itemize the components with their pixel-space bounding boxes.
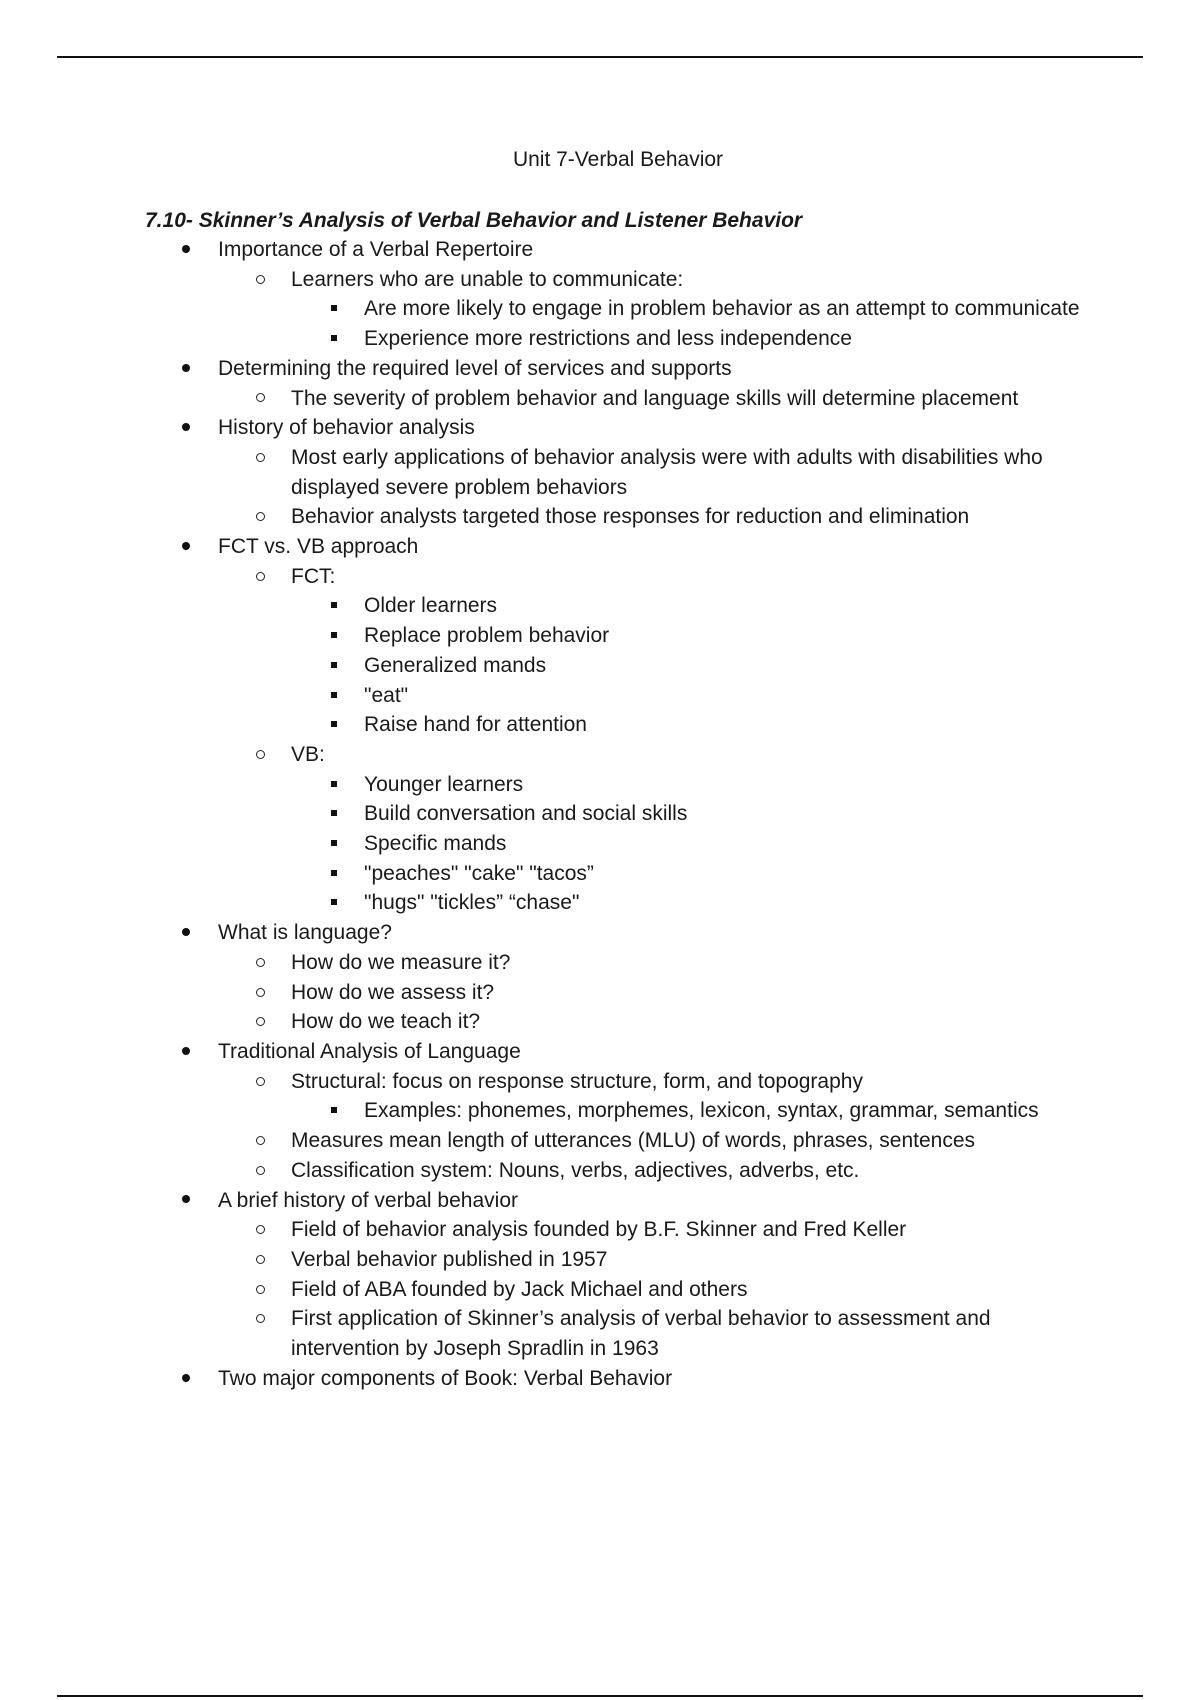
list-item-text: Determining the required level of services and supports [218, 356, 732, 380]
list-item-level-3 [0, 591, 1084, 621]
list-item-level-2 [0, 502, 1071, 532]
bullet-square-icon [324, 621, 344, 651]
list-item-text: Importance of a Verbal Repertoire [218, 238, 534, 261]
list-item-level-3 [0, 621, 1084, 651]
list-item-level-3 [0, 888, 1084, 918]
section-heading: 7.10- Skinner’s Analysis of Verbal Behavior and Listener Behavior [145, 209, 803, 232]
list-item-level-3 [0, 651, 1084, 681]
list-item-text: How do we teach it? [291, 1010, 481, 1034]
bullet-circle-icon [250, 978, 270, 1008]
list-item-text: Verbal behavior published in 1957 [291, 1247, 608, 1271]
list-item-text: FCT: [291, 564, 336, 588]
list-item-level-2 [0, 1156, 1071, 1186]
list-item-text: Examples: phonemes, morphemes, lexicon, syntax, grammar, semantics [364, 1099, 1039, 1123]
list-item-text: "hugs" "tickles” “chase" [364, 891, 580, 915]
list-item-text: History of behavior analysis [218, 416, 475, 440]
list-item-level-1 [0, 413, 1078, 443]
list-item-text: Younger learners [364, 772, 524, 796]
bullet-circle-icon [250, 740, 270, 770]
list-item-level-2 [0, 1215, 1071, 1245]
bullet-circle-icon [250, 384, 270, 414]
list-item-level-2 [0, 1126, 1071, 1156]
bullet-circle-icon [250, 1156, 270, 1186]
list-item-level-3 [0, 829, 1084, 859]
list-item-text: Specific mands [364, 832, 507, 856]
list-item-level-3 [0, 770, 1084, 800]
bullet-square-icon [324, 710, 344, 740]
list-item-text: Raise hand for attention [364, 713, 587, 737]
list-item-level-1 [0, 1364, 1078, 1394]
document-title: Unit 7-Verbal Behavior [512, 148, 724, 171]
bullet-square-icon [324, 799, 344, 829]
list-item-text: "peaches" "cake" "tacos” [364, 861, 594, 885]
bullet-circle-icon [250, 1126, 270, 1156]
bullet-circle-icon [250, 443, 270, 473]
list-item-level-2 [0, 384, 1071, 414]
list-item-level-2 [0, 1245, 1071, 1275]
bullet-circle-icon [250, 1067, 270, 1097]
list-item-text: Are more likely to engage in problem behavior as an attempt to communicate [364, 297, 1080, 321]
list-item-text: Field of behavior analysis founded by B.F. Skinner and Fred Keller [291, 1218, 907, 1242]
bullet-disc-icon [176, 235, 196, 265]
list-item-text: VB: [291, 742, 325, 766]
list-item-text: "eat" [364, 683, 409, 707]
bullet-square-icon [324, 294, 344, 324]
bullet-square-icon [324, 859, 344, 889]
list-item-level-1 [0, 532, 1078, 562]
outline-list [0, 235, 1084, 1393]
list-item-level-2 [0, 1067, 1071, 1097]
list-item-text: Older learners [364, 594, 498, 618]
list-item-text: How do we assess it? [291, 980, 495, 1004]
list-item-level-2 [0, 1275, 1071, 1305]
bullet-disc-icon [176, 413, 196, 443]
bullet-square-icon [324, 888, 344, 918]
list-item-text: Measures mean length of utterances (MLU) of words, phrases, sentences [291, 1129, 975, 1153]
list-item-text: Most early applications of behavior analysis were with adults with disabilities who displayed severe problem behaviors [291, 445, 1043, 499]
list-item-text: Replace problem behavior [364, 624, 610, 648]
bullet-circle-icon [250, 1007, 270, 1037]
list-item-text: Structural: focus on response structure, form, and topography [291, 1069, 863, 1093]
list-item-level-3 [0, 859, 1084, 889]
header-rule [57, 56, 1143, 58]
bullet-circle-icon [250, 502, 270, 532]
list-item-text: First application of Skinner’s analysis of verbal behavior to assessment and intervention by Joseph Spradlin in 1963 [291, 1307, 991, 1361]
list-item-level-1 [0, 918, 1078, 948]
bullet-circle-icon [250, 1215, 270, 1245]
list-item-text: Build conversation and social skills [364, 802, 688, 826]
bullet-circle-icon [250, 1245, 270, 1275]
list-item-level-3 [0, 324, 1084, 354]
bullet-disc-icon [176, 1364, 196, 1394]
bullet-circle-icon [250, 1304, 270, 1334]
footer-rule [57, 1695, 1143, 1697]
bullet-square-icon [324, 591, 344, 621]
bullet-disc-icon [176, 1037, 196, 1067]
bullet-circle-icon [250, 562, 270, 592]
bullet-square-icon [324, 681, 344, 711]
list-item-level-1 [0, 354, 1078, 384]
list-item-text: A brief history of verbal behavior [218, 1188, 518, 1212]
list-item-level-2 [0, 265, 1071, 295]
bullet-square-icon [324, 770, 344, 800]
list-item-text: The severity of problem behavior and language skills will determine placement [291, 386, 1019, 410]
bullet-square-icon [324, 829, 344, 859]
bullet-square-icon [324, 324, 344, 354]
list-item-level-1 [0, 1037, 1078, 1067]
list-item-text: FCT vs. VB approach [218, 535, 419, 559]
list-item-text: How do we measure it? [291, 950, 511, 974]
bullet-disc-icon [176, 532, 196, 562]
list-item-text: Traditional Analysis of Language [218, 1039, 521, 1063]
list-item-level-3 [0, 799, 1084, 829]
list-item-level-2 [0, 740, 1071, 770]
list-item-level-3 [0, 681, 1084, 711]
list-item-text: Learners who are unable to communicate: [291, 267, 684, 291]
list-item-level-2 [0, 562, 1071, 592]
list-item-level-1 [0, 235, 1078, 265]
bullet-circle-icon [250, 948, 270, 978]
bullet-disc-icon [176, 1186, 196, 1216]
bullet-circle-icon [250, 265, 270, 295]
list-item-text: What is language? [218, 921, 392, 945]
bullet-square-icon [324, 651, 344, 681]
list-item-text: Two major components of Book: Verbal Behavior [218, 1366, 673, 1390]
list-item-text: Field of ABA founded by Jack Michael and others [291, 1277, 748, 1301]
list-item-level-1 [0, 1186, 1078, 1216]
list-item-text: Classification system: Nouns, verbs, adjectives, adverbs, etc. [291, 1158, 860, 1182]
list-item-level-2 [0, 948, 1071, 978]
list-item-text: Behavior analysts targeted those responses for reduction and elimination [291, 505, 970, 529]
list-item-level-2 [0, 978, 1071, 1008]
list-item-level-2 [0, 1304, 1071, 1363]
list-item-level-2 [0, 443, 1071, 502]
list-item-text: Experience more restrictions and less independence [364, 327, 852, 351]
bullet-circle-icon [250, 1275, 270, 1305]
bullet-disc-icon [176, 918, 196, 948]
list-item-level-2 [0, 1007, 1071, 1037]
list-item-level-3 [0, 710, 1084, 740]
list-item-level-3 [0, 294, 1084, 324]
bullet-disc-icon [176, 354, 196, 384]
list-item-level-3 [0, 1096, 1084, 1126]
bullet-square-icon [324, 1096, 344, 1126]
list-item-text: Generalized mands [364, 653, 547, 677]
